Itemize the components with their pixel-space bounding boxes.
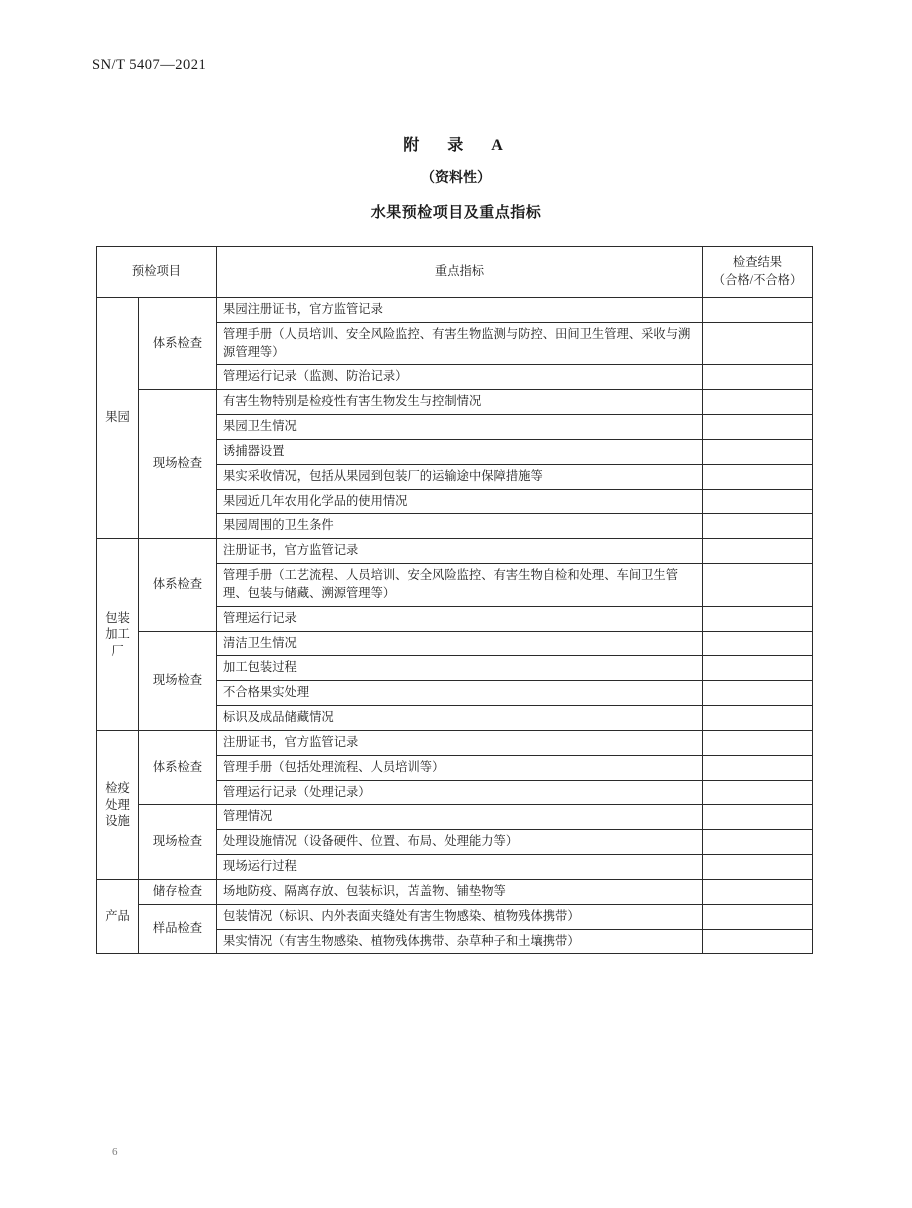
header-key-indicator: 重点指标 bbox=[217, 247, 703, 298]
indicator-cell: 诱捕器设置 bbox=[217, 439, 703, 464]
table-row bbox=[97, 390, 813, 415]
indicator-cell: 标识及成品储藏情况 bbox=[217, 706, 703, 731]
result-cell[interactable] bbox=[703, 564, 813, 607]
result-cell[interactable] bbox=[703, 879, 813, 904]
subgroup-cell-onsite-inspection: 现场检查 bbox=[139, 390, 217, 539]
category-cell-quarantine-facility: 检疫 处理 设施 bbox=[97, 730, 139, 879]
table-row bbox=[97, 904, 813, 929]
category-cell-product: 产品 bbox=[97, 879, 139, 953]
indicator-cell: 现场运行过程 bbox=[217, 855, 703, 880]
result-cell[interactable] bbox=[703, 855, 813, 880]
indicator-cell: 果实采收情况，包括从果园到包装厂的运输途中保障措施等 bbox=[217, 464, 703, 489]
annex-name: 水果预检项目及重点指标 bbox=[370, 205, 542, 221]
subgroup-cell-onsite-inspection: 现场检查 bbox=[139, 805, 217, 879]
subgroup-cell-system-inspection: 体系检查 bbox=[139, 539, 217, 631]
indicator-cell: 管理运行记录（监测、防治记录） bbox=[217, 365, 703, 390]
result-cell[interactable] bbox=[703, 539, 813, 564]
result-cell[interactable] bbox=[703, 805, 813, 830]
category-cell-orchard: 果园 bbox=[97, 298, 139, 539]
indicator-cell: 不合格果实处理 bbox=[217, 681, 703, 706]
result-cell[interactable] bbox=[703, 929, 813, 954]
table-row bbox=[97, 879, 813, 904]
page-number: 6 bbox=[112, 1146, 118, 1158]
subgroup-cell-system-inspection: 体系检查 bbox=[139, 730, 217, 804]
result-cell[interactable] bbox=[703, 514, 813, 539]
result-cell[interactable] bbox=[703, 365, 813, 390]
table-header-row bbox=[97, 247, 813, 298]
indicator-cell: 管理运行记录 bbox=[217, 606, 703, 631]
table-row bbox=[97, 298, 813, 323]
table-row bbox=[97, 730, 813, 755]
annex-label: 附 录 A bbox=[403, 137, 509, 154]
indicator-cell: 果园近几年农用化学品的使用情况 bbox=[217, 489, 703, 514]
indicator-cell: 处理设施情况（设备硬件、位置、布局、处理能力等） bbox=[217, 830, 703, 855]
result-cell[interactable] bbox=[703, 904, 813, 929]
result-cell[interactable] bbox=[703, 780, 813, 805]
indicator-cell: 果园注册证书，官方监管记录 bbox=[217, 298, 703, 323]
result-cell[interactable] bbox=[703, 390, 813, 415]
indicator-cell: 加工包装过程 bbox=[217, 656, 703, 681]
result-cell[interactable] bbox=[703, 631, 813, 656]
table-row bbox=[97, 539, 813, 564]
subgroup-cell-storage-inspection: 储存检查 bbox=[139, 879, 217, 904]
header-result-line2: （合格/不合格） bbox=[712, 273, 803, 287]
subgroup-cell-system-inspection: 体系检查 bbox=[139, 298, 217, 390]
indicator-cell: 管理手册（包括处理流程、人员培训等） bbox=[217, 755, 703, 780]
result-cell[interactable] bbox=[703, 439, 813, 464]
indicator-cell: 有害生物特别是检疫性有害生物发生与控制情况 bbox=[217, 390, 703, 415]
annex-table bbox=[96, 246, 813, 954]
indicator-cell: 管理手册（人员培训、安全风险监控、有害生物监测与防控、田间卫生管理、采收与溯源管理等） bbox=[217, 322, 703, 365]
indicator-cell: 场地防疫、隔离存放、包装标识，苫盖物、铺垫物等 bbox=[217, 879, 703, 904]
result-cell[interactable] bbox=[703, 755, 813, 780]
indicator-cell: 果实情况（有害生物感染、植物残体携带、杂草种子和土壤携带） bbox=[217, 929, 703, 954]
category-cell-packing-plant: 包装 加工 厂 bbox=[97, 539, 139, 731]
table-row bbox=[97, 805, 813, 830]
result-cell[interactable] bbox=[703, 489, 813, 514]
result-cell[interactable] bbox=[703, 681, 813, 706]
indicator-cell: 管理手册（工艺流程、人员培训、安全风险监控、有害生物自检和处理、车间卫生管理、包装与储藏、溯源管理等） bbox=[217, 564, 703, 607]
annex-title-block bbox=[0, 132, 912, 222]
subgroup-cell-onsite-inspection: 现场检查 bbox=[139, 631, 217, 730]
result-cell[interactable] bbox=[703, 656, 813, 681]
indicator-cell: 管理情况 bbox=[217, 805, 703, 830]
result-cell[interactable] bbox=[703, 322, 813, 365]
header-inspection-result bbox=[703, 247, 813, 298]
result-cell[interactable] bbox=[703, 464, 813, 489]
result-cell[interactable] bbox=[703, 415, 813, 440]
standard-number: SN/T 5407—2021 bbox=[92, 57, 207, 73]
result-cell[interactable] bbox=[703, 606, 813, 631]
indicator-cell: 果园卫生情况 bbox=[217, 415, 703, 440]
result-cell[interactable] bbox=[703, 730, 813, 755]
indicator-cell: 果园周围的卫生条件 bbox=[217, 514, 703, 539]
result-cell[interactable] bbox=[703, 298, 813, 323]
indicator-cell: 清洁卫生情况 bbox=[217, 631, 703, 656]
indicator-cell: 包装情况（标识、内外表面夹缝处有害生物感染、植物残体携带） bbox=[217, 904, 703, 929]
indicator-cell: 注册证书，官方监管记录 bbox=[217, 539, 703, 564]
table-row bbox=[97, 631, 813, 656]
indicator-cell: 注册证书，官方监管记录 bbox=[217, 730, 703, 755]
subgroup-cell-sample-inspection: 样品检查 bbox=[139, 904, 217, 954]
header-result-line1: 检查结果 bbox=[732, 255, 783, 270]
indicator-cell: 管理运行记录（处理记录） bbox=[217, 780, 703, 805]
header-inspection-item: 预检项目 bbox=[97, 247, 217, 298]
result-cell[interactable] bbox=[703, 706, 813, 731]
table-body bbox=[97, 298, 813, 954]
result-cell[interactable] bbox=[703, 830, 813, 855]
annex-type: （资料性） bbox=[421, 171, 491, 186]
